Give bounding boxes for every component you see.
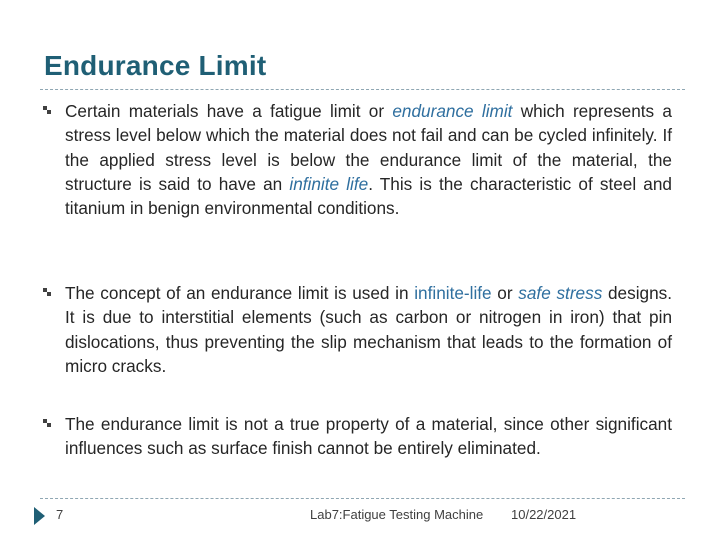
bullet-icon [42,287,52,297]
highlight-term: infinite life [289,173,369,194]
bullet-text: Certain materials have a fatigue limit or endurance limit which represents a stress level below which the material does not fail and can be cycled infinitely. If the applied stress level is below the endurance limit of the material, the structure is said to have an infinite life. This is the characteristic of steel and titanium in benign environmental conditions. [65,101,672,219]
footer-arrow-icon [32,506,46,526]
bullet-icon [42,105,52,115]
footer-divider [40,498,685,499]
highlight-term: endurance limit [392,101,513,121]
highlight-term: safe stress [518,283,603,303]
bullet-item-3 [40,412,672,461]
bullet-text: The endurance limit is not a true property of a material, since other significant influences such as surface finish cannot be entirely eliminated. [65,414,672,459]
footer-title: Lab7:Fatigue Testing Machine [310,507,484,522]
footer-date: 10/22/2021 [511,507,577,522]
bullet-text: The concept of an endurance limit is used in infinite-life or safe stress designs. It is due to interstitial elements (such as carbon or nitrogen in iron) that pin dislocations, thus preventing the slip mechanism that leads to the formation of micro cracks. [65,283,672,376]
bullet-icon [42,418,52,428]
bullet-item-1 [40,99,672,220]
title-divider [40,89,685,90]
slide-title: Endurance Limit [44,50,267,81]
bullet-item-2 [40,281,672,378]
highlight-term: infinite-life [414,283,492,303]
page-number: 7 [56,507,64,522]
